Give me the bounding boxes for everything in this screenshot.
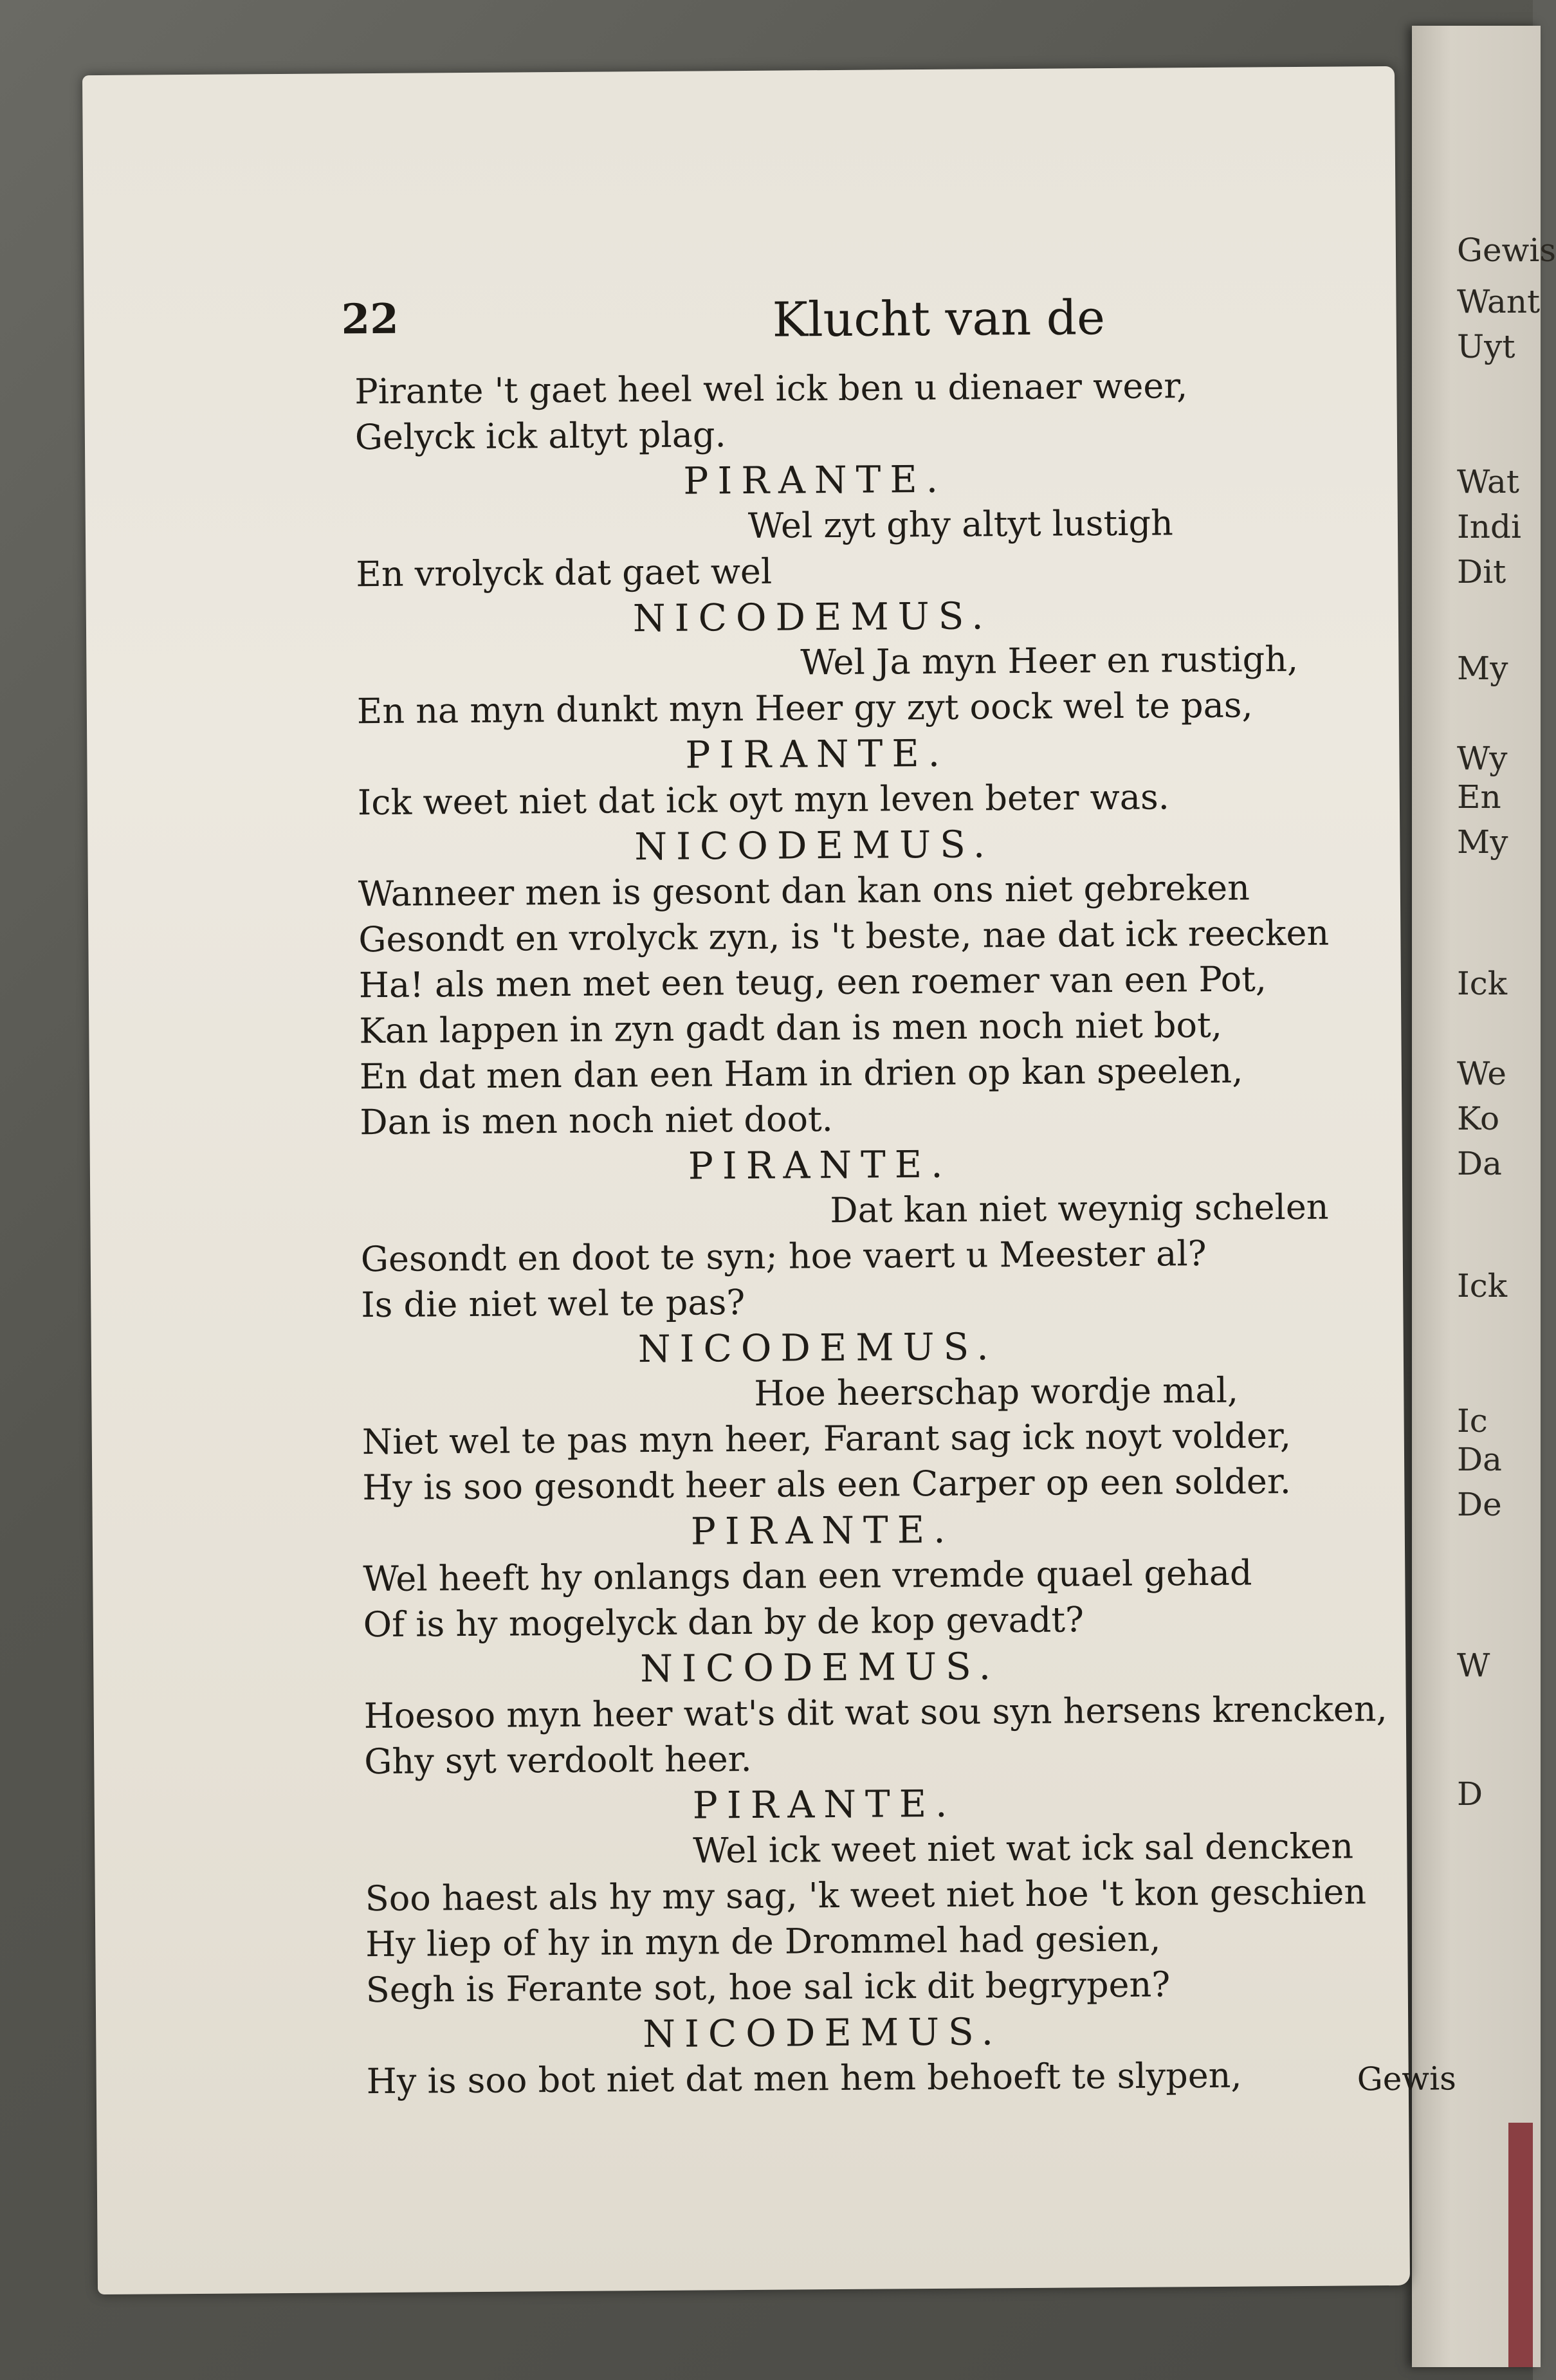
verse-line: Wel Ja myn Heer en rustigh,	[800, 638, 1299, 683]
facing-page-line: Ic	[1457, 1402, 1488, 1440]
speaker-name: NICODEMUS.	[634, 822, 994, 869]
verse-line: Ick weet niet dat ick oyt myn leven beter was.	[357, 776, 1170, 823]
speaker-name: NICODEMUS.	[640, 1644, 1000, 1691]
speaker-name: NICODEMUS.	[637, 1324, 998, 1371]
verse-line: Hoe heerschap wordje mal,	[754, 1369, 1239, 1414]
verse-line: Dat kan niet weynig schelen	[830, 1186, 1329, 1231]
book-spine-edge	[1508, 2123, 1533, 2367]
facing-page-line: Dit	[1457, 553, 1506, 590]
verse-line: Hy liep of hy in myn de Drommel had gesien,	[365, 1918, 1161, 1965]
facing-page-line: Uyt	[1457, 328, 1515, 365]
speaker-name: PIRANTE.	[692, 1781, 956, 1827]
verse-line: Hy is soo gesondt heer als een Carper op een solder.	[362, 1461, 1292, 1508]
verse-line: Hy is soo bot niet dat men hem behoeft te slypen,	[366, 2055, 1242, 2102]
verse-line: Segh is Ferante sot, hoe sal ick dit begrypen?	[365, 1964, 1171, 2011]
facing-page-line: Gewis	[1457, 232, 1556, 269]
facing-page-line: De	[1457, 1486, 1502, 1523]
speaker-name: NICODEMUS.	[643, 2009, 1003, 2056]
verse-line: Kan lappen in zyn gadt dan is men noch niet bot,	[359, 1004, 1223, 1052]
facing-page	[1412, 26, 1556, 2367]
facing-page-line: Indi	[1457, 508, 1521, 545]
facing-page-line: Ick	[1457, 1267, 1508, 1304]
verse-line: En vrolyck dat gaet wel	[356, 551, 773, 595]
page-number: 22	[341, 295, 399, 344]
verse-line: En dat men dan een Ham in drien op kan speelen,	[359, 1050, 1243, 1097]
verse-line: En na myn dunkt myn Heer gy zyt oock wel te pas,	[356, 684, 1253, 732]
facing-page-line: D	[1457, 1775, 1483, 1813]
facing-page-line: Want	[1457, 283, 1541, 320]
verse-line: Wel zyt ghy altyt lustigh	[747, 502, 1174, 546]
speaker-name: PIRANTE.	[685, 731, 949, 777]
facing-page-line: Ko	[1457, 1100, 1500, 1137]
verse-line: Niet wel te pas myn heer, Farant sag ick noyt volder,	[362, 1415, 1292, 1463]
verse-line: Pirante 't gaet heel wel ick ben u dienaer weer,	[354, 365, 1188, 412]
facing-page-line: Wy	[1457, 740, 1508, 777]
facing-page-line: W	[1457, 1647, 1490, 1684]
verse-line: Gesondt en vrolyck zyn, is 't beste, nae dat ick reecken	[358, 912, 1330, 960]
verse-line: Wel ick weet niet wat ick sal dencken	[693, 1826, 1354, 1871]
facing-page-line: Da	[1457, 1145, 1502, 1182]
verse-line: Wel heeft hy onlangs dan een vremde quael gehad	[363, 1552, 1252, 1600]
verse-line: Ha! als men met een teug, een roemer van een Pot,	[358, 958, 1267, 1006]
verse-line: Gelyck ick altyt plag.	[354, 414, 726, 458]
verse-line: Ghy syt verdoolt heer.	[364, 1738, 752, 1782]
speaker-name: PIRANTE.	[683, 457, 947, 503]
facing-page-line: Da	[1457, 1441, 1502, 1478]
verse-line: Gesondt en doot te syn; hoe vaert u Meester al?	[360, 1233, 1207, 1280]
speaker-name: NICODEMUS.	[632, 594, 993, 641]
catchword: Gewis	[1357, 2060, 1456, 2098]
verse-line: Dan is men noch niet doot.	[360, 1099, 834, 1143]
facing-page-line: En	[1457, 778, 1501, 816]
page-header	[84, 288, 1396, 362]
facing-page-line: My	[1457, 650, 1508, 687]
facing-page-line: We	[1457, 1055, 1506, 1092]
facing-page-line: Wat	[1457, 463, 1519, 500]
verse-line: Wanneer men is gesont dan kan ons niet gebreken	[358, 867, 1250, 915]
running-title: Klucht van de	[772, 290, 1106, 348]
verse-line: Hoesoo myn heer wat's dit wat sou syn hersens krencken,	[363, 1689, 1387, 1737]
verse-line: Soo haest als hy my sag, 'k weet niet hoe 't kon geschien	[365, 1871, 1367, 1919]
facing-page-line: Ick	[1457, 965, 1508, 1002]
speaker-name: PIRANTE.	[690, 1507, 955, 1553]
verse-line: Of is hy mogelyck dan by de kop gevadt?	[363, 1599, 1085, 1645]
verse-line: Is die niet wel te pas?	[361, 1282, 746, 1326]
facing-page-line: My	[1457, 823, 1508, 861]
speaker-name: PIRANTE.	[688, 1142, 952, 1188]
book-page	[82, 66, 1456, 2294]
